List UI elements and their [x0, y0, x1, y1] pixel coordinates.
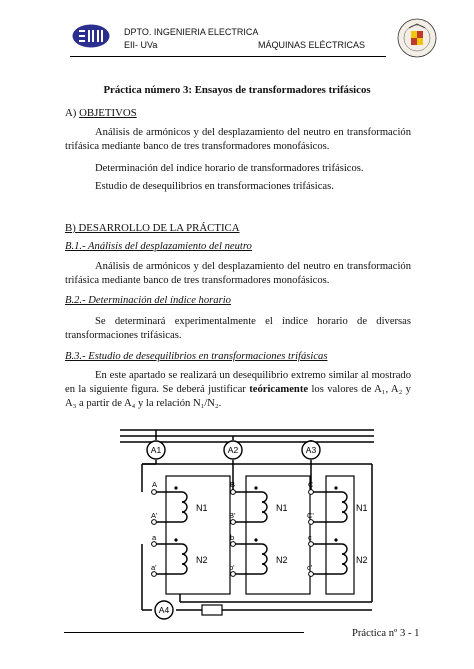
terminal-b: b: [230, 533, 235, 542]
b3-text: [65, 369, 411, 412]
header-dept: DPTO. INGENIERIA ELECTRICA: [124, 27, 259, 37]
terminal-C-prime: C': [307, 511, 314, 520]
page-title: Práctica número 3: Ensayos de transformadores trifásicos: [103, 84, 371, 96]
winding-n1-2: N1: [276, 503, 288, 513]
b3-text-a: En este apartado se realizará un desequilibrio extremo similar al mostrado en la siguiente figura. Se deberá justificar: [65, 370, 411, 396]
terminal-a-prime: a': [151, 563, 157, 572]
terminal-B: B: [230, 480, 236, 489]
footer-page-number: Práctica nº 3 - 1: [352, 628, 420, 639]
ammeter-a1-label: A1: [150, 445, 162, 455]
winding-n1-1: N1: [196, 503, 208, 513]
b3-text-bold: teóricamente: [249, 384, 309, 396]
terminal-c: c: [308, 533, 312, 542]
ammeter-a3-label: A3: [305, 445, 317, 455]
winding-n1-3: N1: [356, 503, 368, 513]
uva-seal-icon: [397, 18, 437, 58]
b3-text-b: los valores de A₁, A₂ y A₃ a partir de A₄ y la relación N₁/N₂.: [65, 384, 411, 410]
desarrollo-heading: B) DESARROLLO DE LA PRÁCTICA: [65, 222, 240, 234]
objetivos-heading-prefix: A): [65, 107, 80, 119]
terminal-A: A: [152, 480, 158, 489]
ammeter-a2-label: A2: [227, 445, 239, 455]
objetivos-heading-text: OBJETIVOS: [79, 107, 137, 119]
objetivo-item-2: Determinación del índice horario de transformadores trifásicos.: [95, 163, 364, 174]
winding-n2-1: N2: [196, 555, 208, 565]
winding-n2-3: N2: [356, 555, 368, 565]
objetivo-item-3: Estudio de desequilibrios en transformaciones trifásicas.: [95, 181, 334, 192]
terminal-a: a: [152, 533, 157, 542]
uva-eii-logo: [72, 24, 110, 48]
ammeter-a4-label: A4: [158, 605, 170, 615]
b3-title: B.3.- Estudio de desequilibrios en transformaciones trifásicas: [65, 351, 328, 362]
b2-text: Se determinará experimentalmente el índice horario de diversas transformaciones trifásicas.: [65, 316, 411, 342]
terminal-B-prime: B': [229, 511, 236, 520]
b1-text: Análisis de armónicos y del desplazamiento del neutro en transformación trifásica mediante banco de tres transformadores monofásicos.: [65, 261, 411, 287]
terminal-C: C: [308, 480, 314, 489]
terminal-A-prime: A': [151, 511, 158, 520]
transformer-circuit-diagram: [112, 424, 382, 620]
terminal-c-prime: c': [307, 563, 313, 572]
b1-title: B.1.- Análisis del desplazamiento del neutro: [65, 241, 252, 252]
objetivo-item-1: Análisis de armónicos y del desplazamiento del neutro en transformación trifásica mediante banco de tres transformadores monofásicos.: [65, 127, 411, 153]
footer-rule: [64, 632, 304, 633]
header-course: MÁQUINAS ELÉCTRICAS: [258, 40, 366, 50]
terminal-b-prime: b': [229, 563, 235, 572]
objetivos-heading: [65, 107, 137, 119]
header-rule: [70, 56, 386, 57]
header-school: EII- UVa: [124, 40, 158, 50]
winding-n2-2: N2: [276, 555, 288, 565]
b2-title: B.2.- Determinación del índice horario: [65, 295, 231, 306]
